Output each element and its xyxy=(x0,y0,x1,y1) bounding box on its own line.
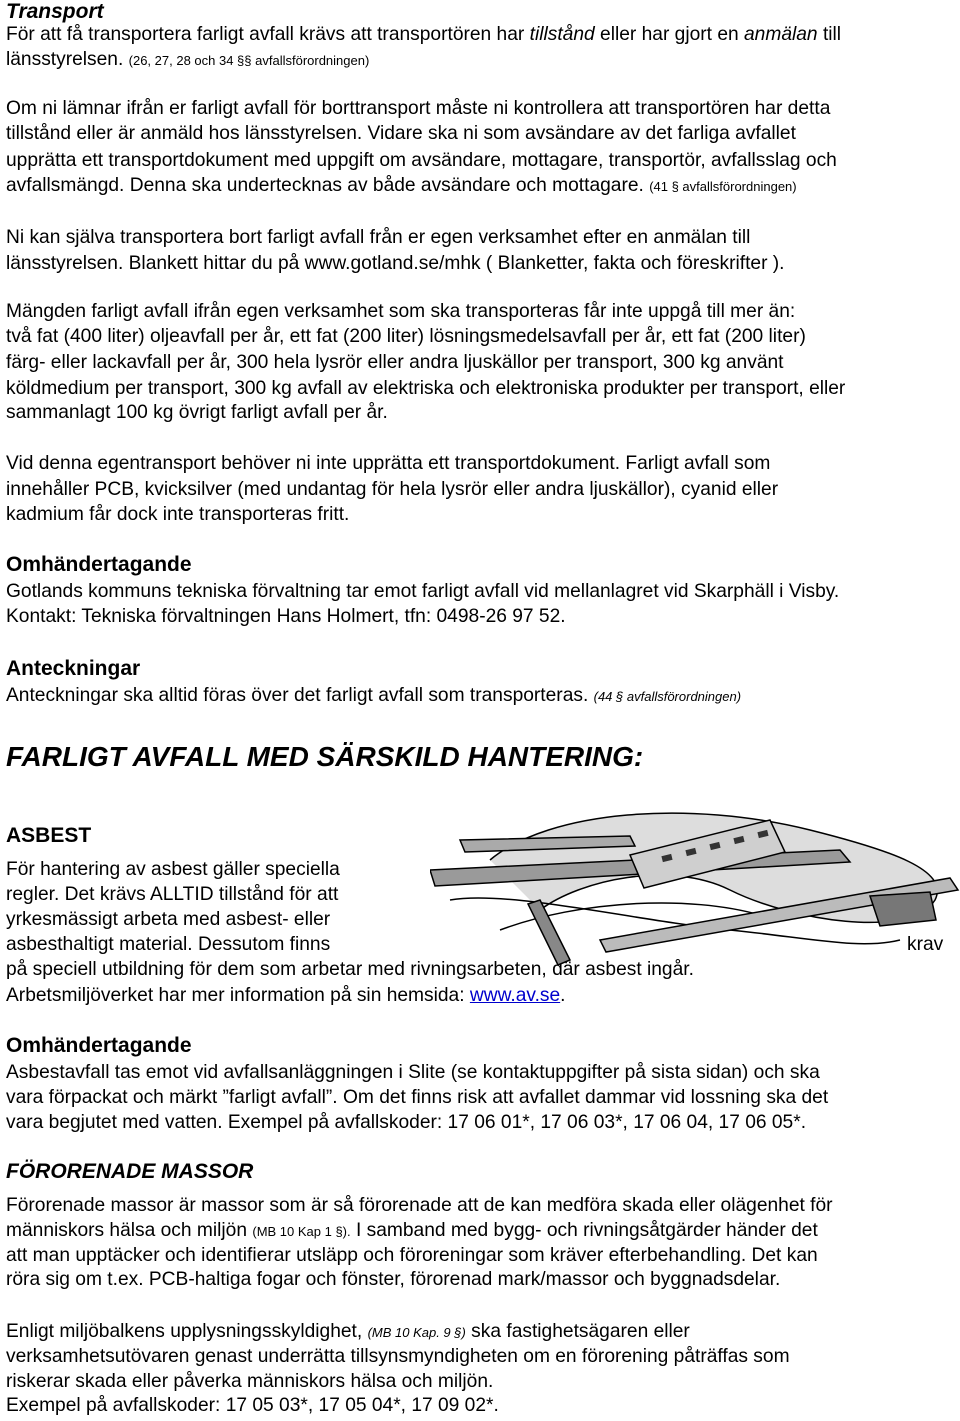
fororenade-heading: FÖRORENADE MASSOR xyxy=(6,1160,254,1183)
asbest-line5: på speciell utbildning för dem som arbetar med rivningsarbeten, där asbest ingår. xyxy=(6,959,694,980)
asbestos-debris-illustration xyxy=(430,800,960,965)
asbest-line6: Arbetsmiljöverket har mer information på sin hemsida: www.av.se. xyxy=(6,985,566,1006)
transport-p2-line3: upprätta ett transportdokument med uppgift om avsändare, mottagare, transportör, avfallsslag och xyxy=(6,150,837,171)
fororenade-line6: verksamhetsutövaren genast underrätta tillsynsmyndigheten om en förorening påträffas som xyxy=(6,1346,790,1367)
transport-p3-line2: länsstyrelsen. Blankett hittar du på www.gotland.se/mhk ( Blanketter, fakta och föreskrifter ). xyxy=(6,253,785,274)
fororenade-line8: Exempel på avfallskoder: 17 05 03*, 17 05 04*, 17 09 02*. xyxy=(6,1395,499,1416)
transport-p5-line1: Vid denna egentransport behöver ni inte upprätta ett transportdokument. Farligt avfall som xyxy=(6,453,771,474)
fororenade-line1: Förorenade massor är massor som är så förorenade att de kan medföra skada eller olägenhet för xyxy=(6,1195,833,1216)
asbest-heading: ASBEST xyxy=(6,824,92,847)
omhandertagande-line2: Kontakt: Tekniska förvaltningen Hans Holmert, tfn: 0498-26 97 52. xyxy=(6,606,566,627)
transport-p3-line1: Ni kan själva transportera bort farligt avfall från er egen verksamhet efter en anmälan till xyxy=(6,227,751,248)
omhandertagande2-line2: vara förpackat och märkt ”farligt avfall”. Om det finns risk att avfallet dammar vid lossning ska det xyxy=(6,1087,829,1108)
transport-p4-line2: två fat (400 liter) oljeavfall per år, ett fat (200 liter) lösningsmedelsavfall per år, ett fat (200 liter) xyxy=(6,326,806,347)
transport-p1-line1: För att få transportera farligt avfall krävs att transportören har tillstånd eller har gjort en anmälan till xyxy=(6,24,842,45)
omhandertagande-heading: Omhändertagande xyxy=(6,553,192,576)
transport-p4-line4: köldmedium per transport, 300 kg avfall av elektriska och elektroniska produkter per transport, eller xyxy=(6,378,846,399)
special-handling-heading: FARLIGT AVFALL MED SÄRSKILD HANTERING: xyxy=(6,741,644,772)
transport-p2-line4: avfallsmängd. Denna ska undertecknas av både avsändare och mottagare. (41 § avfallsförordningen) xyxy=(6,175,797,196)
omhandertagande2-line3: vara begjutet med vatten. Exempel på avfallskoder: 17 06 01*, 17 06 03*, 17 06 04, 17 06 05*. xyxy=(6,1112,807,1133)
transport-heading: Transport xyxy=(6,0,104,23)
anteckningar-text: Anteckningar ska alltid föras över det farligt avfall som transporteras. (44 § avfallsförordningen) xyxy=(6,685,742,706)
transport-p4-line1: Mängden farligt avfall ifrån egen verksamhet som ska transporteras får inte uppgå till mer än: xyxy=(6,301,796,322)
anteckningar-heading: Anteckningar xyxy=(6,657,141,680)
transport-p4-line3: färg- eller lackavfall per år, 300 hela lysrör eller andra ljuskällor per transport, 300 kg använt xyxy=(6,352,784,373)
asbest-line4: asbesthaltigt material. Dessutom finns xyxy=(6,934,331,955)
asbest-line2: regler. Det krävs ALLTID tillstånd för att xyxy=(6,884,339,905)
omhandertagande2-heading: Omhändertagande xyxy=(6,1034,192,1057)
fororenade-line4: röra sig om t.ex. PCB-haltiga fogar och fönster, förorenad mark/massor och byggnadsdelar. xyxy=(6,1269,781,1290)
transport-p1-line2: länsstyrelsen. (26, 27, 28 och 34 §§ avfallsförordningen) xyxy=(6,49,370,70)
asbest-line4-end: krav xyxy=(907,934,944,955)
fororenade-line3: att man upptäcker och identifierar utsläpp och föroreningar som kräver efterbehandling. Det kan xyxy=(6,1245,818,1266)
fororenade-line5: Enligt miljöbalkens upplysningsskyldighet, (MB 10 Kap. 9 §) ska fastighetsägaren eller xyxy=(6,1321,690,1342)
law-reference: (MB 10 Kap. 9 §) xyxy=(367,1325,466,1340)
transport-p2-line1: Om ni lämnar ifrån er farligt avfall för borttransport måste ni kontrollera att transportören har detta xyxy=(6,98,831,119)
transport-p4-line5: sammanlagt 100 kg övrigt farligt avfall per år. xyxy=(6,402,388,423)
law-reference: (26, 27, 28 och 34 §§ avfallsförordningen) xyxy=(128,53,370,68)
law-reference: (MB 10 Kap 1 §). xyxy=(252,1224,351,1239)
transport-p5-line2: innehåller PCB, kvicksilver (med undantag för hela lysrör eller andra ljuskällor), cyanid eller xyxy=(6,479,779,500)
transport-p2-line2: tillstånd eller är anmäld hos länsstyrelsen. Vidare ska ni som avsändare av det farliga avfallet xyxy=(6,123,796,144)
law-reference: (41 § avfallsförordningen) xyxy=(649,179,797,194)
fororenade-line2: människors hälsa och miljön (MB 10 Kap 1 §). I samband med bygg- och rivningsåtgärder händer det xyxy=(6,1220,818,1241)
law-reference: (44 § avfallsförordningen) xyxy=(593,689,742,704)
omhandertagande2-line1: Asbestavfall tas emot vid avfallsanläggningen i Slite (se kontaktuppgifter på sista sidan) och ska xyxy=(6,1062,820,1083)
av-se-link[interactable]: www.av.se xyxy=(469,985,561,1006)
asbest-line1: För hantering av asbest gäller speciella xyxy=(6,859,340,880)
omhandertagande-line1: Gotlands kommuns tekniska förvaltning tar emot farligt avfall vid mellanlagret vid Skarphäll i Visby. xyxy=(6,581,840,602)
asbest-line3: yrkesmässigt arbeta med asbest- eller xyxy=(6,909,331,930)
transport-p5-line3: kadmium får dock inte transporteras fritt. xyxy=(6,504,350,525)
fororenade-line7: riskerar skada eller påverka människors hälsa och miljön. xyxy=(6,1371,494,1392)
